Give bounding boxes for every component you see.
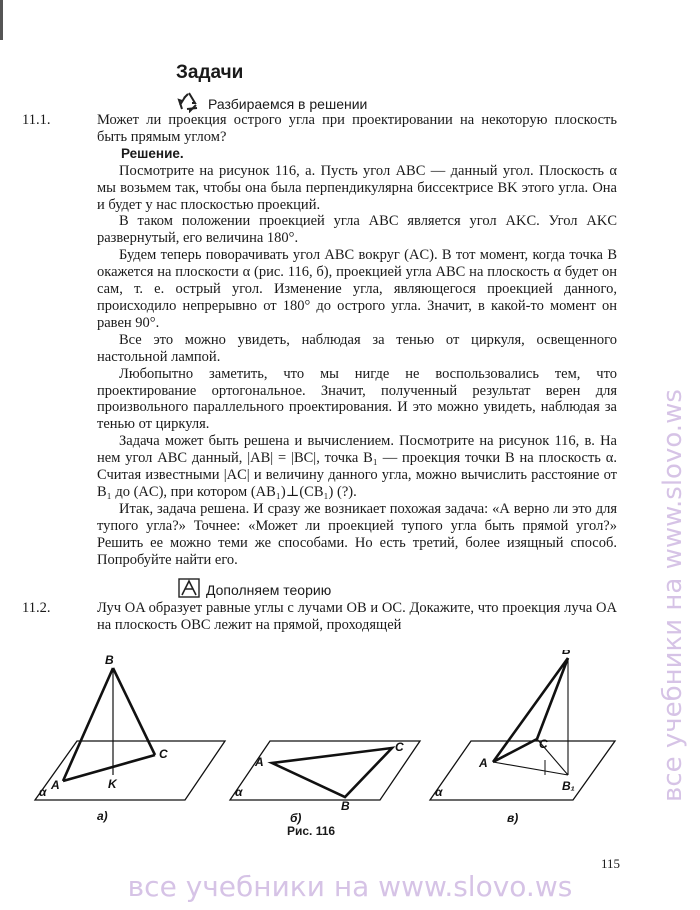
panel-label: а): [97, 809, 108, 823]
paragraph: Задача может быть решена и вычислением. Посмотрите на рисунок 116, в. На нем угол ABC данный, |AB| = |BC|, точка B₁ — проекция точки B на плоскость α. Считая известными |AC| и величину данного угла, можно вычислить расстояние от B₁ до (AC), при котором (AB₁)⊥(CB₁) (?).: [97, 433, 617, 500]
solution-heading: Решение.: [121, 145, 184, 161]
problem-number: 11.2.: [22, 600, 51, 616]
label-plane: α: [39, 785, 47, 799]
label-point-c: C: [159, 747, 168, 761]
watermark-bottom: все учебники на www.slovo.ws: [127, 870, 573, 903]
paragraph: В таком положении проекцией угла ABC является угол AKC. Угол AKC развернутый, его величина 180°.: [97, 213, 617, 247]
label-point-c: C: [539, 737, 548, 751]
section-heading: Задачи: [176, 62, 244, 83]
label-point-k: K: [108, 777, 117, 791]
problem-number: 11.1.: [22, 112, 51, 128]
watermark-vertical: все учебники на www.slovo.ws: [658, 389, 688, 802]
subsection-title: Дополняем теорию: [206, 581, 332, 598]
triangle-abc-a: [63, 668, 155, 781]
label-point-b: B: [562, 650, 571, 657]
paragraph: Посмотрите на рисунок 116, а. Пусть угол ABC — данный угол. Плоскость α мы возьмем так, чтобы она была перпендикулярна биссектрисе BK этого угла. Она и будет у нас плоскостью проекций.: [97, 162, 617, 213]
triangle-abc-b: [272, 748, 392, 797]
paragraph: Все это можно увидеть, наблюдая за тенью от циркуля, освещенного настольной лампой.: [97, 331, 617, 365]
page-number: 115: [601, 856, 621, 871]
page-edge-rule: [0, 0, 3, 40]
figure-caption: Рис. 116: [287, 824, 336, 838]
label-point-c: C: [395, 740, 404, 754]
compass-icon: [178, 578, 200, 601]
problem-question: Может ли проекция острого угла при проектировании на некоторую плоскость быть прямым углом?: [97, 112, 617, 145]
triangle-abc-c: [493, 658, 568, 762]
panel-label: б): [290, 811, 302, 825]
paragraph: Любопытно заметить, что мы нигде не воспользовались тем, что проектирование ортогональное. Значит, полученный результат верен для произвольного параллельного проектирования. И это можно увидеть, наблюдая за тенью от циркуля.: [97, 365, 617, 433]
label-point-b1: B₁: [562, 779, 575, 793]
label-point-b: B: [105, 653, 114, 667]
label-point-a: A: [479, 756, 488, 770]
label-point-b: B: [341, 799, 350, 813]
figure-drawing: [25, 650, 625, 825]
paragraph: Итак, задача решена. И сразу же возникает похожая задача: «А верно ли это для тупого угла?» Точнее: «Может ли проекцией тупого угла быть прямой угол?» Решить ее можно теми же способами. Но есть третий, более изящный способ. Попробуйте найти его.: [97, 500, 617, 568]
label-plane: α: [435, 785, 443, 799]
figure-116: [25, 650, 625, 830]
paragraph: Будем теперь поворачивать угол ABC вокруг (AC). В тот момент, когда точка B окажется на плоскости α (рис. 116, б), проекцией угла ABC на плоскость α будет он сам, т. е. острый угол. Изменение угла, являющегося проекцией данного, происходило непрерывно от 180° до острого угла. Значит, в какой-то момент он равен 90°.: [97, 247, 617, 331]
plane-alpha-c: [430, 741, 615, 800]
problem-body: [97, 600, 617, 634]
problem-text: Луч OA образует равные углы с лучами OB и OC. Докажите, что проекция луча OA на плоскость OBC лежит на прямой, проходящей: [97, 600, 617, 633]
panel-label: в): [507, 811, 519, 825]
label-plane: α: [235, 785, 243, 799]
subsection-title: Разбираемся в решении: [208, 95, 368, 112]
label-point-a: A: [255, 755, 264, 769]
subsection-theory-title: [178, 578, 331, 601]
plane-alpha-a: [35, 741, 225, 800]
label-point-a: A: [51, 778, 60, 792]
problem-body: [97, 112, 617, 568]
